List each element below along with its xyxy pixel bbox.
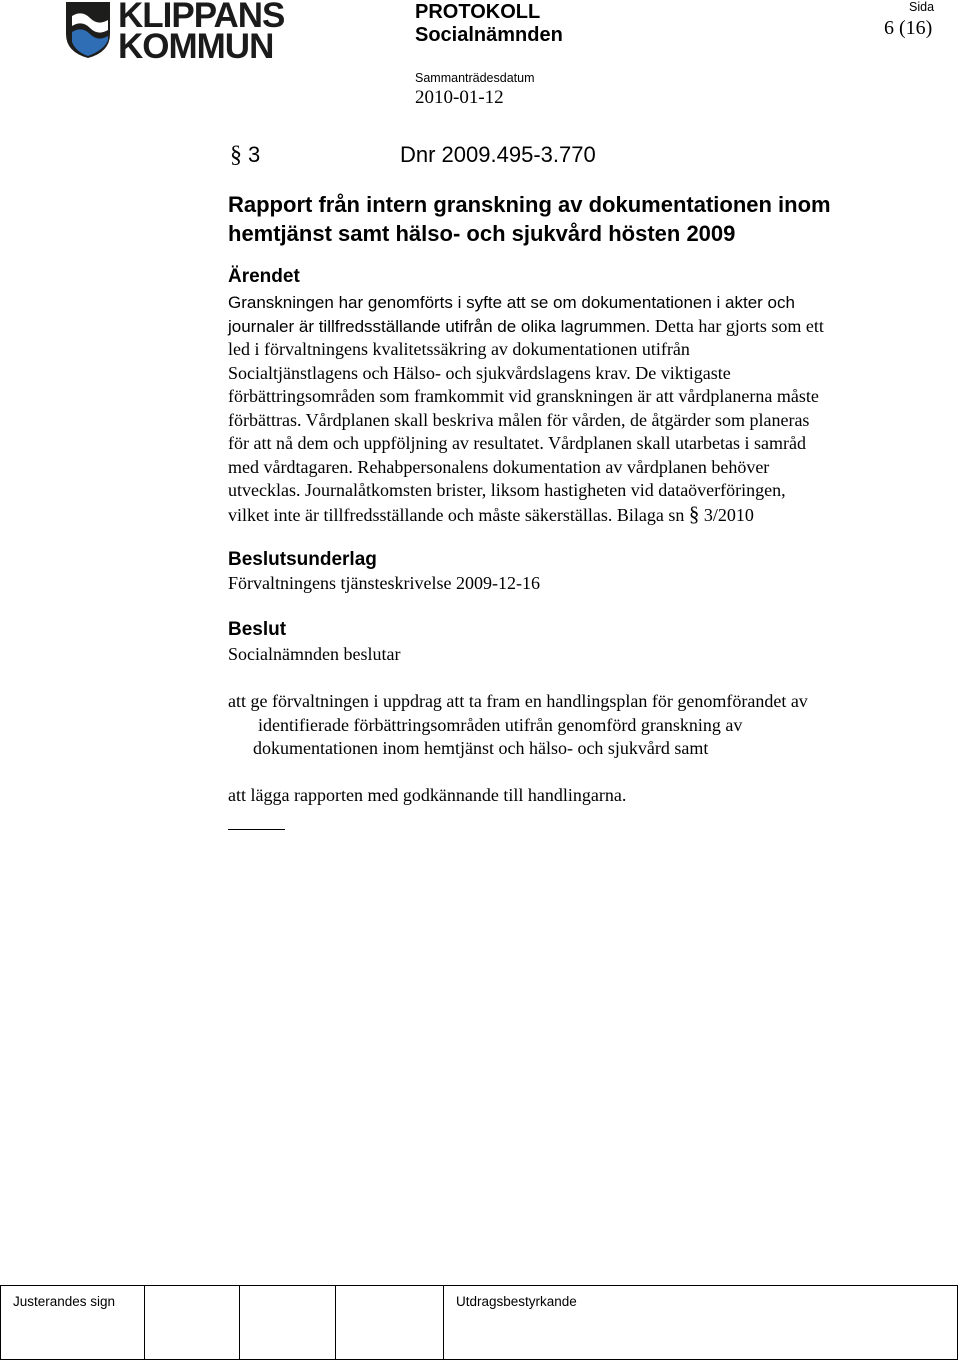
case-title: Rapport från intern granskning av dokumentationen inom hemtjänst samt hälso- och sjukvård hösten 2009 (228, 192, 831, 246)
body-line: led i förvaltningens kvalitetssäkring av dokumentationen utifrån (228, 339, 690, 359)
footer-divider (239, 1286, 240, 1359)
body-line-attachment (228, 503, 928, 528)
section-sign: § (230, 142, 242, 168)
decision-line: att lägga rapporten med godkännande till handlingarna. (228, 785, 627, 805)
section-heading-beslut: Beslut (228, 619, 287, 640)
committee-name: Socialnämnden (415, 24, 563, 46)
attachment-section-sign: § (688, 501, 700, 526)
logo-text-line2: KOMMUN (118, 27, 274, 66)
logo-text-line1: KLIPPANS (118, 0, 285, 35)
decision-clause-2 (228, 784, 928, 808)
page-label: Sida (909, 0, 935, 14)
body-line: med vårdtagaren. Rehabpersonalens dokumentation av vårdplanen behöver (228, 456, 770, 477)
body-line: förbättras. Vårdplanen skall beskriva målen för vården, de åtgärder som planeras (228, 409, 810, 430)
body-line: för att nå dem och uppföljning av resultatet. Vårdplanen skall utarbetas i samråd (228, 433, 806, 453)
body-line-sans-part: journaler är tillfredsställande utifrån de olika lagrummen. (228, 316, 651, 336)
body-line: Socialtjänstlagens och Hälso- och sjukvårdslagens krav. De viktigaste (228, 362, 731, 383)
decision-line: identifierade förbättringsområden utifrån genomförd granskning av (258, 714, 743, 735)
page-number: 6 (16) (884, 17, 933, 39)
meeting-date-label: Sammanträdesdatum (415, 71, 535, 85)
attachment-number: 3/2010 (703, 504, 754, 525)
body-line-mixed (228, 315, 928, 339)
extract-certification-label: Utdragsbestyrkande (456, 1294, 577, 1309)
end-of-section-rule (228, 829, 285, 830)
section-heading-beslutsunderlag: Beslutsunderlag (228, 549, 377, 570)
section-heading-arendet: Ärendet (228, 266, 300, 287)
decision-line: dokumentationen inom hemtjänst och hälso- och sjukvård samt (253, 738, 709, 758)
meeting-date: 2010-01-12 (415, 87, 504, 108)
beslutsunderlag-text: Förvaltningens tjänsteskrivelse 2009-12-16 (228, 573, 540, 593)
footer-divider (335, 1286, 336, 1359)
case-number: 3 (248, 142, 261, 167)
municipal-crest-icon (64, 0, 112, 60)
document-type-title: PROTOKOLL (415, 1, 541, 23)
signature-label: Justerandes sign (13, 1294, 116, 1309)
arendet-body (228, 291, 928, 527)
footer-divider (443, 1286, 444, 1359)
body-line: Granskningen har genomförts i syfte att se om dokumentationen i akter och (228, 293, 795, 312)
decision-clause-1 (228, 690, 928, 761)
body-line-serif-part: Detta har gjorts som ett (654, 315, 824, 336)
body-line: förbättringsområden som framkommit vid granskningen är att vårdplanerna måste (228, 386, 819, 406)
case-registration-number: Dnr 2009.495-3.770 (400, 142, 596, 167)
footer-divider (144, 1286, 145, 1359)
body-line: utvecklas. Journalåtkomsten brister, liksom hastigheten vid dataöverföringen, (228, 480, 786, 500)
signature-footer (0, 1285, 958, 1360)
beslut-intro: Socialnämnden beslutar (228, 644, 401, 664)
klippans-kommun-logo (64, 0, 285, 66)
decision-line: att ge förvaltningen i uppdrag att ta fram en handlingsplan för genomförandet av (228, 691, 808, 711)
attachment-text: vilket inte är tillfredsställande och måste säkerställas. Bilaga sn (228, 504, 685, 525)
